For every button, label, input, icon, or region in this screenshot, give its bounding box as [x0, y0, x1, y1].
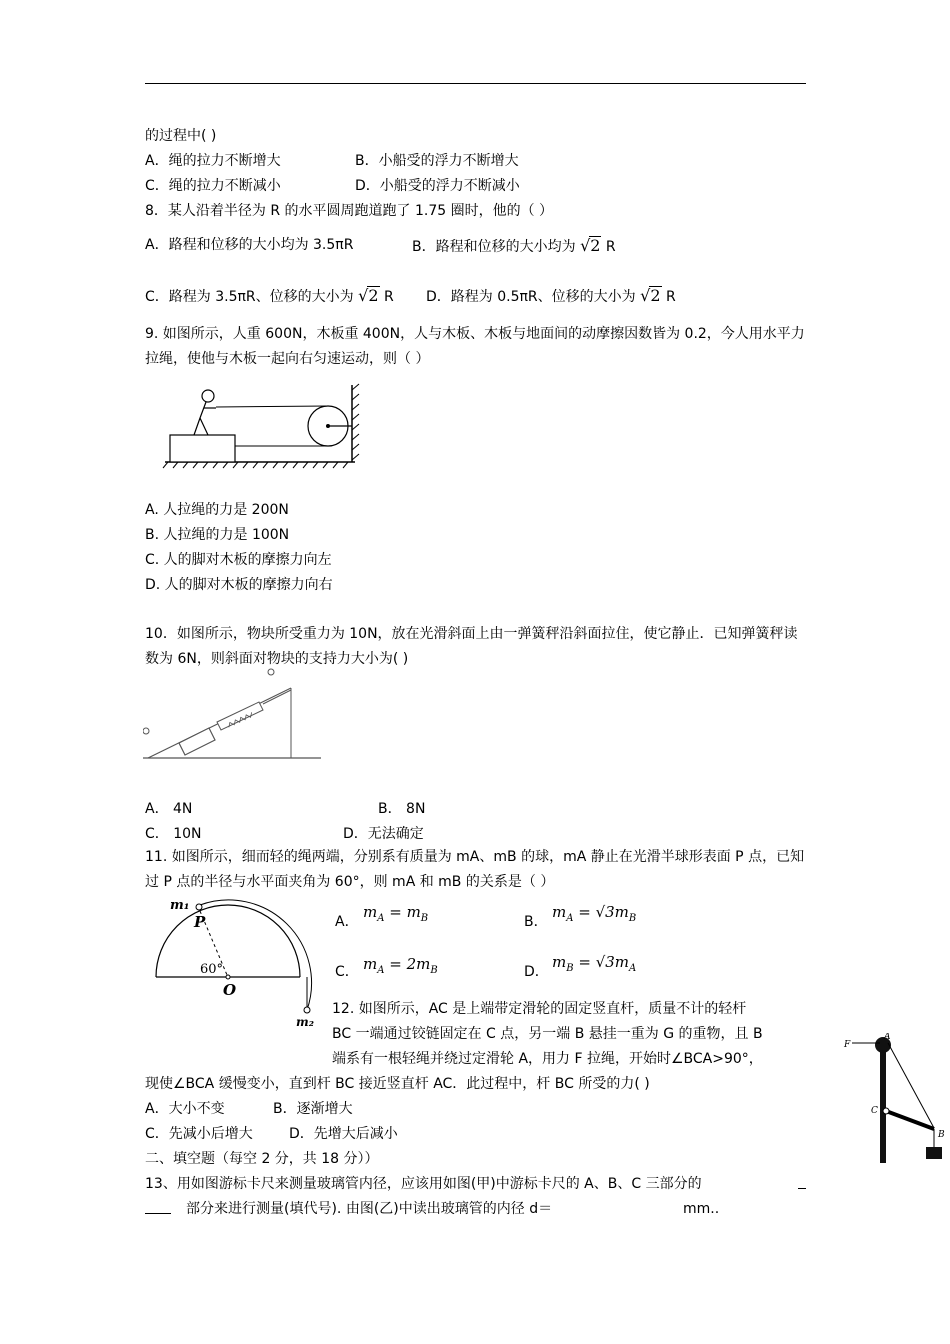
- q8-option-b: [412, 236, 616, 256]
- q7-option-a: A．绳的拉力不断增大: [145, 153, 281, 169]
- q11-option-d-math: $m_B = √3m_A$: [552, 953, 637, 974]
- q11-option-c-label: C．: [335, 964, 359, 980]
- q11-stem: 11. 如图所示，细而轻的绳两端，分别系有质量为 mA、mB 的球，mA 静止在光滑半球形表面 P 点，已知过 P 点的半径与水平面夹角为 60°，则 mA 和 mB 的关系是（ ）: [145, 849, 805, 890]
- q11-option-b-label: B．: [524, 914, 548, 930]
- q13-blank-1-start[interactable]: [798, 1188, 806, 1189]
- q12-option-b: B．逐渐增大: [273, 1101, 353, 1117]
- q8-option-a: A．路程和位移的大小均为 3.5πR: [145, 237, 354, 253]
- q7-stem-tail: 的过程中( ): [145, 128, 217, 144]
- q9-option-c: C. 人的脚对木板的摩擦力向左: [145, 552, 332, 568]
- q11-figure-hemisphere: [150, 895, 325, 1045]
- q10-figure-incline-spring: [143, 668, 323, 763]
- label-60deg: 60°: [200, 962, 224, 977]
- q12-stem-line4: 现使∠BCA 缓慢变小，直到杆 BC 接近竖直杆 AC．此过程中，杆 BC 所受的力( ): [145, 1076, 650, 1092]
- label-m1: m₁: [170, 898, 190, 913]
- q9-option-b: B. 人拉绳的力是 100N: [145, 527, 290, 543]
- q8-stem: 8．某人沿着半径为 R 的水平圆周跑道跑了 1.75 圈时，他的（ ）: [145, 203, 554, 219]
- q8-unit: R: [605, 239, 616, 255]
- q13-line2-end: mm..: [683, 1201, 720, 1217]
- header-rule: [145, 83, 806, 84]
- q7-option-b: B．小船受的浮力不断增大: [355, 153, 519, 169]
- q12-stem-line2: BC 一端通过铰链固定在 C 点，另一端 B 悬挂一重为 G 的重物，且 B: [332, 1026, 763, 1042]
- q9-stem: 9. 如图所示，人重 600N，木板重 400N，人与木板、木板与地面间的动摩擦因数皆为 0.2，今人用水平力拉绳，使他与木板一起向右匀速运动，则（ ）: [145, 326, 805, 367]
- q10-option-d: D．无法确定: [343, 826, 424, 842]
- q11-option-a-math: $m_A = m_B$: [363, 903, 429, 924]
- q12-figure-pulley-rod: [842, 1033, 947, 1168]
- q8-option-c-text: C．路程为 3.5πR、位移的大小为: [145, 289, 354, 305]
- q13-blank-1[interactable]: [145, 1213, 171, 1214]
- sqrt-arg: 2: [590, 236, 601, 255]
- q7-option-d: D．小船受的浮力不断减小: [355, 178, 520, 194]
- q11-option-b-math: $m_A = √3m_B$: [552, 903, 637, 924]
- q9-option-d: D. 人的脚对木板的摩擦力向右: [145, 577, 333, 593]
- q11-option-d-label: D．: [524, 964, 549, 980]
- label-b: B: [938, 1130, 945, 1140]
- q13-line1: 13、用如图游标卡尺来测量玻璃管内径，应该用如图(甲)中游标卡尺的 A、B、C 三部分的: [145, 1176, 702, 1192]
- section-2-title: 二、填空题（每空 2 分，共 18 分））: [145, 1151, 379, 1167]
- label-p: P: [194, 913, 206, 931]
- sqrt-2-expression: √2: [358, 286, 379, 305]
- q12-option-a: A．大小不变: [145, 1101, 225, 1117]
- q9-option-a: A. 人拉绳的力是 200N: [145, 502, 289, 518]
- q12-stem-line1: 12. 如图所示，AC 是上端带定滑轮的固定竖直杆，质量不计的轻杆: [332, 1001, 747, 1017]
- q11-option-a-label: A．: [335, 914, 359, 930]
- sqrt-2-expression: √2: [640, 286, 661, 305]
- sqrt-arg: 2: [368, 286, 379, 305]
- q12-option-c: C．先减小后增大: [145, 1126, 253, 1142]
- q8-option-d-text: D．路程为 0.5πR、位移的大小为: [426, 289, 636, 305]
- q12-stem-line3: 端系有一根轻绳并绕过定滑轮 A，用力 F 拉绳，开始时∠BCA>90°，: [332, 1051, 763, 1067]
- label-c: C: [871, 1106, 878, 1116]
- q8-option-c: [145, 286, 394, 306]
- q12-option-d: D．先增大后减小: [289, 1126, 398, 1142]
- label-o: O: [223, 981, 237, 999]
- label-a: A: [884, 1033, 891, 1042]
- sqrt-arg: 2: [650, 286, 661, 305]
- q8-unit: R: [383, 289, 394, 305]
- q10-option-b: B． 8N: [378, 801, 426, 817]
- q10-option-a: A． 4N: [145, 801, 193, 817]
- q8-option-b-text: B．路程和位移的大小均为: [412, 239, 576, 255]
- q10-stem: 10．如图所示，物块所受重力为 10N，放在光滑斜面上由一弹簧秤沿斜面拉住，使它静止．已知弹簧秤读数为 6N，则斜面对物块的支持力大小为( ): [145, 626, 798, 667]
- q11-option-c-math: $m_A = 2m_B$: [363, 955, 438, 976]
- label-m2: m₂: [296, 1015, 314, 1029]
- label-f: F: [844, 1040, 851, 1050]
- sqrt-2-expression: √2: [580, 236, 601, 255]
- q7-option-c: C．绳的拉力不断减小: [145, 178, 281, 194]
- q10-option-c: C． 10N: [145, 826, 202, 842]
- q13-line2-mid: 部分来进行测量(填代号). 由图(乙)中读出玻璃管的内径 d＝: [186, 1201, 553, 1217]
- q8-unit: R: [665, 289, 676, 305]
- q8-option-d: [426, 286, 676, 306]
- q9-figure-person-plank-pulley: [160, 380, 370, 470]
